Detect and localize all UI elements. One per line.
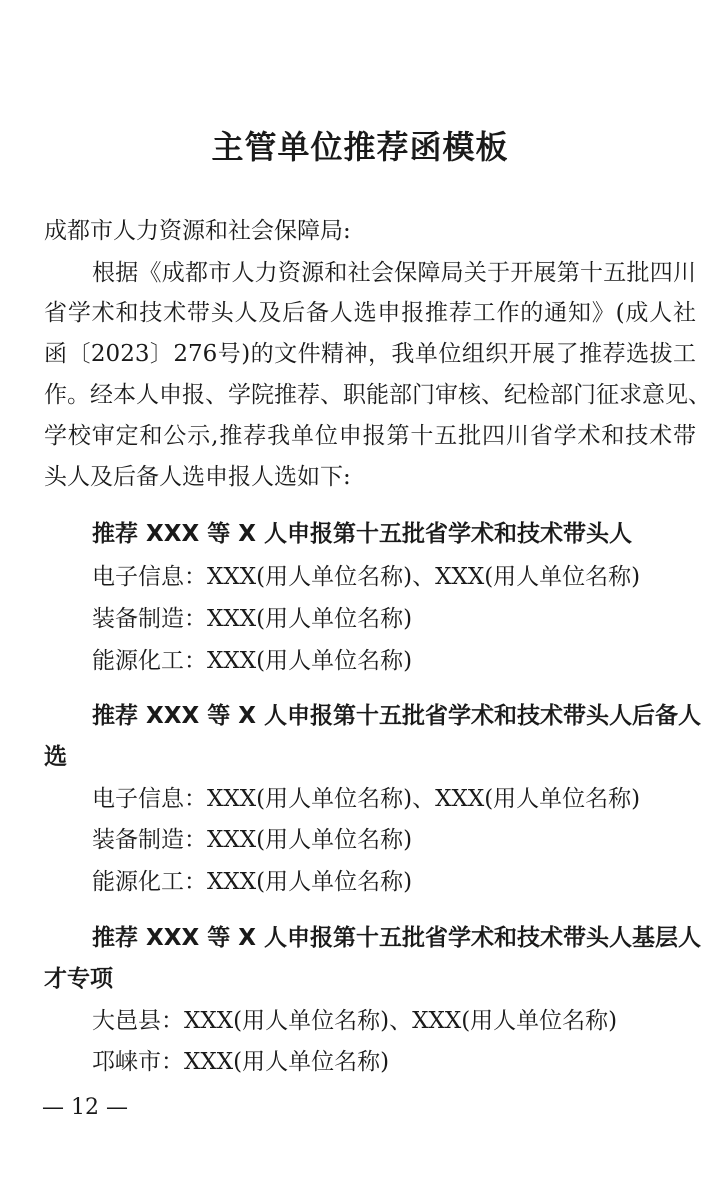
section-3-item-2: 邛崃市：XXX(用人单位名称): [92, 1049, 390, 1075]
document-title: 主管单位推荐函模板: [211, 128, 509, 166]
section-2-item-3: 能源化工：XXX(用人单位名称): [92, 869, 413, 895]
page-number: — 12 —: [42, 1095, 128, 1120]
salutation: 成都市人力资源和社会保障局:: [44, 218, 351, 244]
section-3-heading-line-1: 推荐 XXX 等 X 人申报第十五批省学术和技术带头人基层人: [92, 925, 701, 951]
section-2-heading-line-2: 选: [44, 744, 67, 770]
section-2-heading-line-1: 推荐 XXX 等 X 人申报第十五批省学术和技术带头人后备人: [92, 703, 701, 729]
section-1-item-3: 能源化工：XXX(用人单位名称): [92, 648, 413, 674]
section-3-item-1: 大邑县：XXX(用人单位名称)、XXX(用人单位名称): [92, 1008, 618, 1034]
body-line-4: 作。经本人申报、学院推荐、职能部门审核、纪检部门征求意见、: [44, 382, 711, 408]
section-2-item-2: 装备制造：XXX(用人单位名称): [92, 827, 413, 853]
section-1-item-2: 装备制造：XXX(用人单位名称): [92, 606, 413, 632]
body-line-5: 学校审定和公示,推荐我单位申报第十五批四川省学术和技术带: [44, 423, 696, 449]
body-line-3: 函〔2023〕276号)的文件精神，我单位组织开展了推荐选拔工: [44, 341, 696, 367]
section-1-heading: 推荐 XXX 等 X 人申报第十五批省学术和技术带头人: [92, 521, 632, 547]
section-1-item-1: 电子信息：XXX(用人单位名称)、XXX(用人单位名称): [92, 564, 641, 590]
body-line-2: 省学术和技术带头人及后备人选申报推荐工作的通知》(成人社: [44, 300, 696, 326]
body-line-1: 根据《成都市人力资源和社会保障局关于开展第十五批四川: [92, 260, 696, 286]
section-3-heading-line-2: 才专项: [44, 966, 113, 992]
section-2-item-1: 电子信息：XXX(用人单位名称)、XXX(用人单位名称): [92, 786, 641, 812]
body-line-6: 头人及后备人选申报人选如下:: [44, 464, 351, 490]
